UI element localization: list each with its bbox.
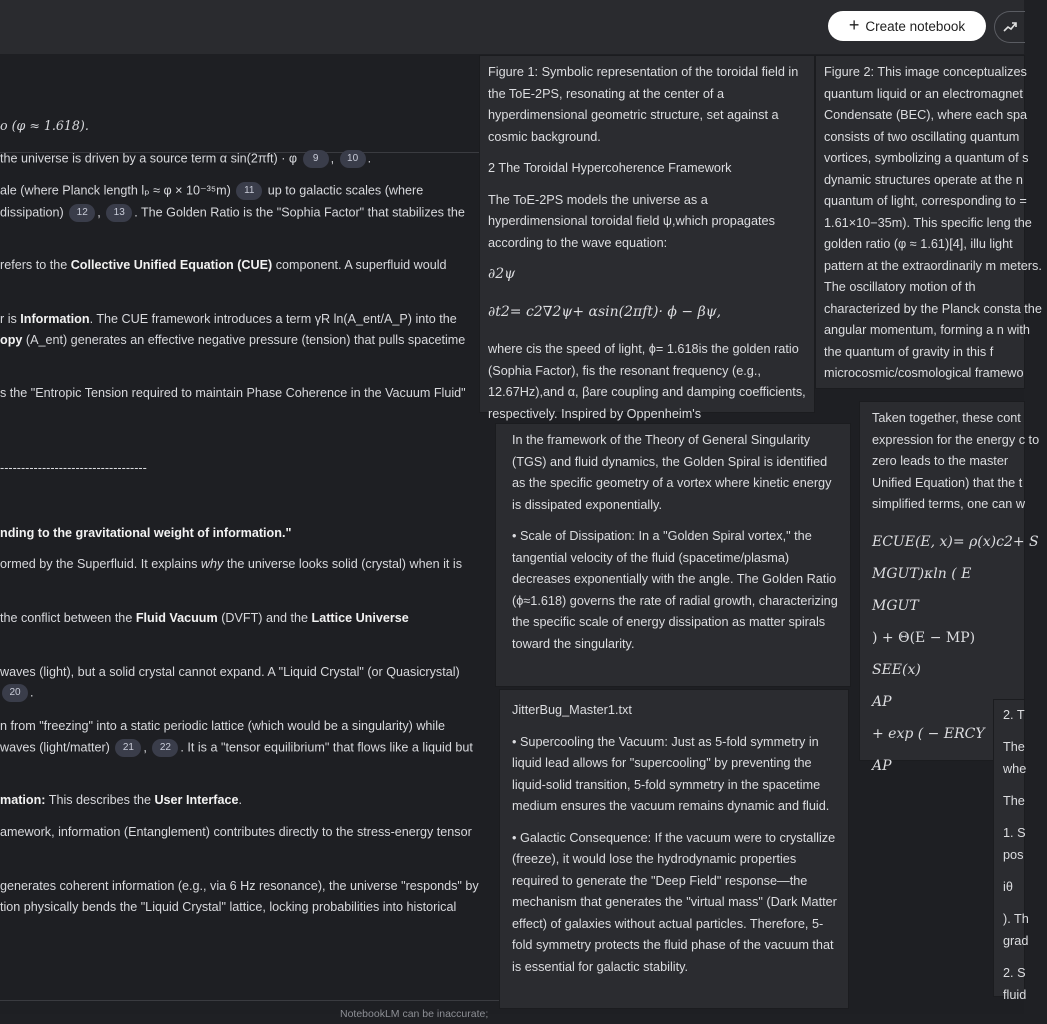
source-card-figure2[interactable] bbox=[816, 56, 1042, 388]
source-title: JitterBug_Master1.txt bbox=[512, 703, 632, 717]
chat-line: waves (light/matter) 21 , 22 . It is a "tensor equilibrium" that flows like a liquid but bbox=[0, 739, 473, 757]
card-text: fluid bbox=[1003, 988, 1027, 1002]
card-text: Figure 2: This image conceptualizes quantum liquid or an electromagnet Condensate (BEC), where each spa consists of two oscillating quantum vortices, symbolizing a quantum of s dynamic structures operate at the n quantum of light, corresponding to = 1.61×10−35m). This specific leng the golden ratio (φ ≈ 1.61)[4], illu light pattern at the extraordinarily m meters. The oscillatory motion of th characterized by the Planck consta the angular momentum, forming a n with the quantum of gravity in this f microcosmic/cosmological framewo bbox=[824, 65, 1042, 380]
citation-chip[interactable]: 20 bbox=[2, 684, 28, 702]
card-text: The bbox=[1003, 794, 1025, 808]
chat-line: the universe is driven by a source term α sin(2πft) · φ 9 , 10 . bbox=[0, 150, 371, 168]
card-text: In the framework of the Theory of General Singularity (TGS) and fluid dynamics, the Golden Spiral is identified as the specific geometry of a vortex where kinetic energy is dissipated exponentially. bbox=[512, 433, 832, 512]
card-text: • Supercooling the Vacuum: Just as 5-fold symmetry in liquid lead allows for "supercooling" by preventing the liquid-solid transition, 5-fold symmetry in the spacetime medium ensures the vacuum remains dynamic and fluid. bbox=[512, 734, 830, 813]
chat-line: dissipation) 12 , 13 . The Golden Ratio is the "Sophia Factor" that stabilizes the bbox=[0, 204, 465, 222]
create-notebook-button[interactable] bbox=[828, 11, 986, 41]
plus-icon: + bbox=[848, 15, 860, 35]
citation-chip[interactable]: 12 bbox=[69, 204, 95, 222]
citation-chip[interactable]: 11 bbox=[236, 182, 262, 200]
equation: ∂t2= c2∇2ψ+ αsin(2πft)· ϕ − βψ, bbox=[488, 303, 722, 320]
chat-line: generates coherent information (e.g., via 6 Hz resonance), the universe "responds" by bbox=[0, 879, 479, 893]
text-divider: ----------------------------------- bbox=[0, 461, 147, 475]
card-text: pos bbox=[1003, 848, 1024, 862]
card-text: • Scale of Dissipation: In a "Golden Spiral vortex," the tangential velocity of the fluid (spacetime/plasma) decreases exponentially with the angle. The Golden Ratio (ϕ≈1.618) governs the rate of radial growth, characterizing the specific scale of energy dissipation as matter spirals toward the singularity. bbox=[512, 529, 838, 651]
chat-line: the conflict between the Fluid Vacuum (DVFT) and the Lattice Universe bbox=[0, 611, 409, 625]
chat-line: nding to the gravitational weight of information." bbox=[0, 526, 292, 540]
source-card-jitterbug[interactable] bbox=[500, 690, 848, 1008]
top-bar bbox=[0, 0, 1024, 54]
chat-line: r is Information. The CUE framework introduces a term γR ln(A_ent/A_P) into the bbox=[0, 312, 457, 326]
card-text: 2. S bbox=[1003, 966, 1026, 980]
source-card-partial[interactable] bbox=[994, 700, 1029, 1002]
card-text: ). Th bbox=[1003, 912, 1029, 926]
card-text: grad bbox=[1003, 934, 1029, 948]
chat-line: amework, information (Entanglement) contributes directly to the stress-energy tensor bbox=[0, 825, 472, 839]
card-text: Taken together, these cont expression for the energy c to zero leads to the master Unified Equation) that the t simplified terms, one can w bbox=[872, 411, 1040, 511]
card-text: iθ bbox=[1003, 880, 1013, 894]
input-divider bbox=[0, 1000, 500, 1001]
card-text: The ToE-2PS models the universe as a hyperdimensional toroidal field ψ,which propagates according to the wave equation: bbox=[488, 192, 775, 250]
card-text: whe bbox=[1003, 762, 1027, 776]
card-heading: 2 The Toroidal Hypercoherence Framework bbox=[488, 161, 732, 175]
chat-line: 20 . bbox=[0, 684, 34, 702]
card-text: • Galactic Consequence: If the vacuum were to crystallize (freeze), it would lose the hydrodynamic properties required to generate the "Deep Field" response—the mechanism that generates the "virtual mass" (Dark Matter effect) of galaxies without actual particles. Therefore, 5-fold symmetry protects the fluid phase of the vacuum that is essential for galactic stability. bbox=[512, 830, 837, 974]
chat-line: ormed by the Superfluid. It explains why the universe looks solid (crystal) when it is bbox=[0, 557, 463, 571]
citation-chip[interactable]: 13 bbox=[106, 204, 132, 222]
chat-line: n from "freezing" into a static periodic lattice (which would be a singularity) while bbox=[0, 719, 446, 733]
analytics-button[interactable] bbox=[994, 11, 1025, 43]
card-text: Figure 1: Symbolic representation of the toroidal field in the ToE-2PS, resonating at the center of a hyperdimensional geometric structure, set against a cosmic background. bbox=[488, 65, 799, 144]
chat-line: o (φ ≈ 1.618). bbox=[0, 118, 89, 133]
chat-line: ale (where Planck length lₚ ≈ φ × 10⁻³⁵m) 11 up to galactic scales (where bbox=[0, 182, 423, 200]
chat-line: mation: This describes the User Interface. bbox=[0, 793, 242, 807]
chat-line: tion physically bends the "Liquid Crystal" lattice, locking probabilities into historical bbox=[0, 900, 457, 914]
create-notebook-label: Create notebook bbox=[865, 18, 966, 34]
disclaimer-text: NotebookLM can be inaccurate; bbox=[340, 1008, 489, 1020]
chat-line: opy (A_ent) generates an effective negative pressure (tension) that pulls spacetime bbox=[0, 333, 466, 347]
citation-chip[interactable]: 9 bbox=[303, 150, 329, 168]
card-text: where cis the speed of light, ϕ= 1.618is the golden ratio (Sophia Factor), fis the resonant frequency (e.g., 12.67Hz),and α, βare coupling and damping coefficients, respectively. Inspired by Oppenheim's bbox=[488, 342, 806, 421]
card-text: 1. S bbox=[1003, 826, 1026, 840]
card-text: The bbox=[1003, 740, 1025, 754]
citation-chip[interactable]: 21 bbox=[115, 739, 141, 757]
citation-chip[interactable]: 22 bbox=[152, 739, 178, 757]
trend-icon bbox=[1003, 20, 1017, 34]
citation-chip[interactable]: 10 bbox=[340, 150, 366, 168]
chat-line: refers to the Collective Unified Equation (CUE) component. A superfluid would bbox=[0, 258, 447, 272]
chat-line: waves (light), but a solid crystal cannot expand. A "Liquid Crystal" (or Quasicrystal) bbox=[0, 665, 460, 679]
equation-block: ECUE(E, x)= ρ(x)c2+ S MGUT)κln ( E MGUT ) + Θ(E − MP) SEE(x) AP + exp ( − ERCY AP bbox=[872, 533, 1039, 774]
chat-line: s the "Entropic Tension required to maintain Phase Coherence in the Vacuum Fluid" bbox=[0, 386, 466, 400]
equation: ∂2ψ bbox=[488, 266, 516, 282]
card-text: 2. T bbox=[1003, 708, 1025, 722]
source-card-golden-spiral[interactable] bbox=[496, 424, 850, 686]
source-card-figure1[interactable] bbox=[480, 56, 814, 421]
